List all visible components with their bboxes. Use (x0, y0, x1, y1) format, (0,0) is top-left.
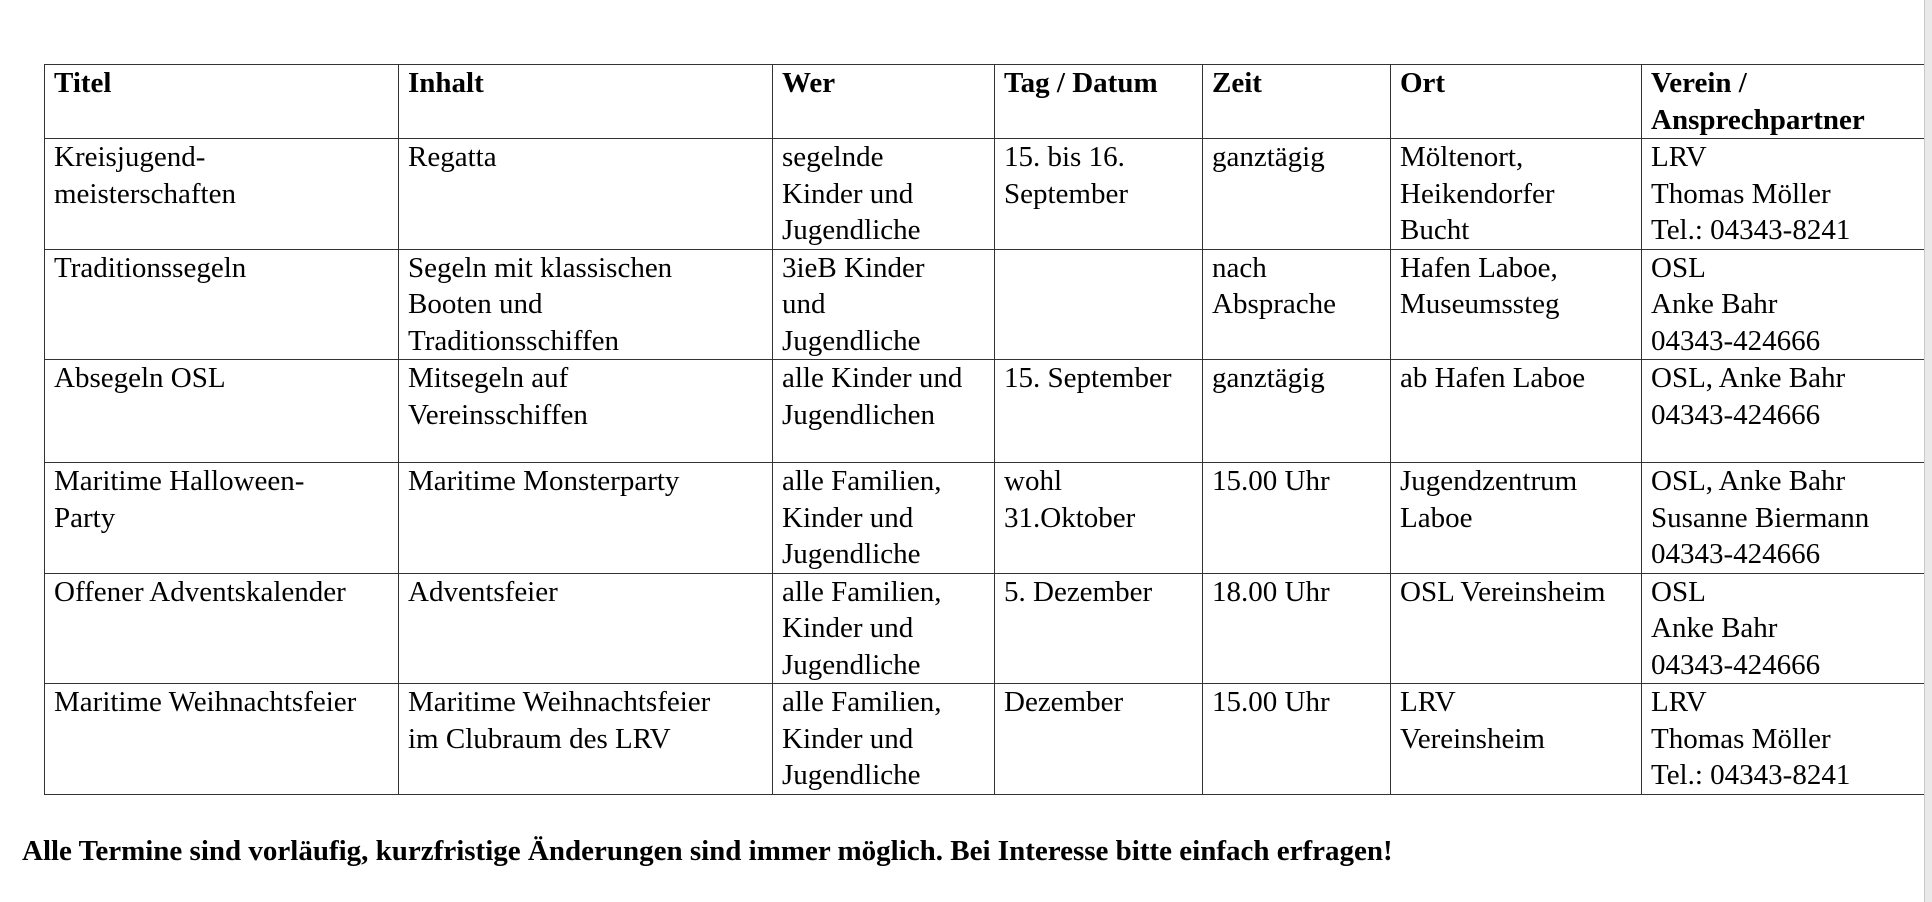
cell-datum: 15. bis 16. September (995, 139, 1203, 250)
header-titel: Titel (45, 65, 399, 139)
cell-verein: OSL Anke Bahr 04343-424666 (1642, 573, 1925, 684)
cell-zeit: nach Absprache (1203, 249, 1391, 360)
cell-verein: OSL, Anke Bahr 04343-424666 (1642, 360, 1925, 463)
page-edge (1924, 0, 1932, 902)
cell-verein: OSL Anke Bahr 04343-424666 (1642, 249, 1925, 360)
cell-zeit: ganztägig (1203, 139, 1391, 250)
cell-inhalt: Segeln mit klassischen Booten und Traditionsschiffen (399, 249, 773, 360)
cell-ort: OSL Vereinsheim (1391, 573, 1642, 684)
cell-inhalt: Maritime Monsterparty (399, 463, 773, 574)
cell-wer: alle Familien, Kinder und Jugendliche (773, 684, 995, 795)
header-inhalt: Inhalt (399, 65, 773, 139)
cell-verein: OSL, Anke Bahr Susanne Biermann 04343-424666 (1642, 463, 1925, 574)
cell-zeit: 18.00 Uhr (1203, 573, 1391, 684)
cell-datum: wohl 31.Oktober (995, 463, 1203, 574)
header-verein: Verein / Ansprechpartner (1642, 65, 1925, 139)
cell-inhalt: Adventsfeier (399, 573, 773, 684)
cell-verein: LRV Thomas Möller Tel.: 04343-8241 (1642, 139, 1925, 250)
cell-titel: Maritime Weihnachtsfeier (45, 684, 399, 795)
cell-titel: Offener Adventskalender (45, 573, 399, 684)
cell-titel: Kreisjugend- meisterschaften (45, 139, 399, 250)
cell-zeit: ganztägig (1203, 360, 1391, 463)
header-wer: Wer (773, 65, 995, 139)
cell-wer: alle Familien, Kinder und Jugendliche (773, 463, 995, 574)
cell-zeit: 15.00 Uhr (1203, 463, 1391, 574)
page-edge-line (1924, 0, 1925, 902)
header-zeit: Zeit (1203, 65, 1391, 139)
cell-wer: segelnde Kinder und Jugendliche (773, 139, 995, 250)
footnote-text: Alle Termine sind vorläufig, kurzfristige Änderungen sind immer möglich. Bei Interesse bitte einfach erfragen! (22, 835, 1393, 867)
cell-datum: 5. Dezember (995, 573, 1203, 684)
cell-verein: LRV Thomas Möller Tel.: 04343-8241 (1642, 684, 1925, 795)
cell-inhalt: Regatta (399, 139, 773, 250)
table-header-row (45, 65, 1925, 139)
cell-wer: alle Kinder und Jugendlichen (773, 360, 995, 463)
cell-titel: Maritime Halloween- Party (45, 463, 399, 574)
cell-zeit: 15.00 Uhr (1203, 684, 1391, 795)
header-tag-datum: Tag / Datum (995, 65, 1203, 139)
table-row (45, 360, 1925, 463)
cell-wer: alle Familien, Kinder und Jugendliche (773, 573, 995, 684)
cell-inhalt: Maritime Weihnachtsfeier im Clubraum des LRV (399, 684, 773, 795)
events-table (44, 64, 1925, 795)
cell-ort: Möltenort, Heikendorfer Bucht (1391, 139, 1642, 250)
table-row (45, 573, 1925, 684)
cell-wer: 3ieB Kinder und Jugendliche (773, 249, 995, 360)
table-row (45, 684, 1925, 795)
table-row (45, 139, 1925, 250)
cell-ort: Hafen Laboe, Museumssteg (1391, 249, 1642, 360)
cell-datum: 15. September (995, 360, 1203, 463)
cell-datum (995, 249, 1203, 360)
table-row (45, 249, 1925, 360)
header-ort: Ort (1391, 65, 1642, 139)
table-row (45, 463, 1925, 574)
cell-titel: Traditionssegeln (45, 249, 399, 360)
cell-datum: Dezember (995, 684, 1203, 795)
cell-ort: ab Hafen Laboe (1391, 360, 1642, 463)
cell-titel: Absegeln OSL (45, 360, 399, 463)
cell-ort: LRV Vereinsheim (1391, 684, 1642, 795)
cell-inhalt: Mitsegeln auf Vereinsschiffen (399, 360, 773, 463)
cell-ort: Jugendzentrum Laboe (1391, 463, 1642, 574)
